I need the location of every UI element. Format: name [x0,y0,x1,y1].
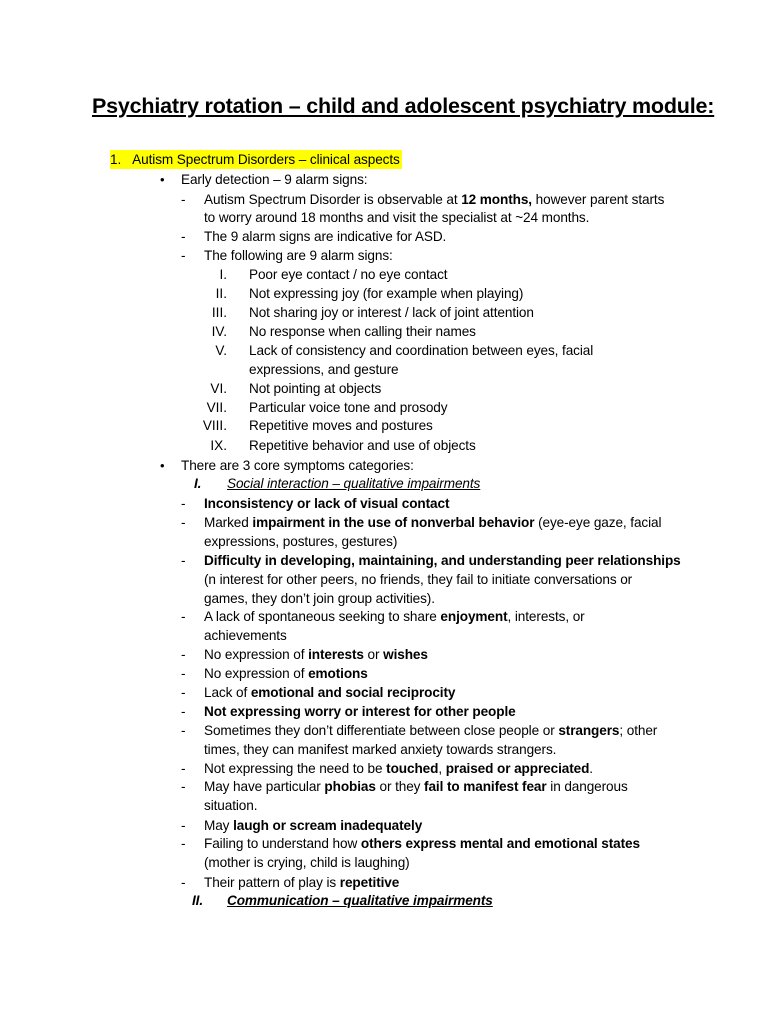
symptom-item: Difficulty in developing, maintaining, and understanding peer relationships [204,553,681,568]
section-heading [110,150,402,169]
category-numeral: I. [194,476,202,491]
alarm-sign: Not sharing joy or interest / lack of joint attention [249,305,534,320]
dash-marker: - [181,496,186,511]
symptom-item: Failing to understand how others express mental and emotional states [204,836,640,851]
dash-marker: - [181,723,186,738]
dash-marker: - [181,779,186,794]
symptom-item: Lack of emotional and social reciprocity [204,685,456,700]
symptom-item-continuation: times, they can manifest marked anxiety towards strangers. [204,742,557,757]
list-item: The 9 alarm signs are indicative for ASD. [204,229,447,244]
alarm-sign: Not expressing joy (for example when playing) [249,286,524,301]
symptom-item-continuation: (mother is crying, child is laughing) [204,855,410,870]
symptom-item: A lack of spontaneous seeking to share enjoyment, interests, or [204,609,585,624]
symptom-item: Marked impairment in the use of nonverbal behavior (eye-eye gaze, facial [204,515,662,530]
dash-marker: - [181,515,186,530]
section-number: 1. [110,152,122,167]
dash-marker: - [181,685,186,700]
roman-numeral: VII. [206,400,227,415]
dash-marker: - [181,818,186,833]
section-title: Autism Spectrum Disorders – clinical aspects [132,152,400,167]
symptom-item: Sometimes they don’t differentiate between close people or strangers; other [204,723,658,738]
roman-numeral: I. [219,267,227,282]
page-title: Psychiatry rotation – child and adolescent psychiatry module: [92,94,715,118]
dash-marker: - [181,761,186,776]
symptom-item-continuation: achievements [204,628,287,643]
alarm-sign: Poor eye contact / no eye contact [249,267,448,282]
list-item: Autism Spectrum Disorder is observable at 12 months, however parent starts [204,192,665,207]
roman-numeral: VIII. [202,418,227,433]
roman-numeral: VI. [210,381,227,396]
symptom-item: No expression of emotions [204,666,368,681]
symptom-item: No expression of interests or wishes [204,647,428,662]
symptom-item-continuation: games, they don’t join group activities). [204,591,435,606]
symptom-item: May have particular phobias or they fail to manifest fear in dangerous [204,779,628,794]
list-item-continuation: to worry around 18 months and visit the specialist at ~24 months. [204,210,590,225]
alarm-sign: Lack of consistency and coordination between eyes, facial [249,343,594,358]
category-numeral: II. [192,893,204,908]
dash-marker: - [181,875,186,890]
symptom-item-continuation: expressions, postures, gestures) [204,534,398,549]
roman-numeral: II. [215,286,227,301]
bullet-marker: • [160,172,165,187]
symptom-item-continuation: (n interest for other peers, no friends, they fail to initiate conversations or [204,572,633,587]
symptom-item: May laugh or scream inadequately [204,818,423,833]
dash-marker: - [181,609,186,624]
category-heading-social: Social interaction – qualitative impairments [227,476,481,491]
bullet-marker: • [160,458,165,473]
symptom-item: Inconsistency or lack of visual contact [204,496,450,511]
alarm-sign: Repetitive behavior and use of objects [249,438,476,453]
list-item: The following are 9 alarm signs: [204,248,393,263]
dash-marker: - [181,248,186,263]
alarm-sign: Not pointing at objects [249,381,382,396]
alarm-sign: Repetitive moves and postures [249,418,433,433]
bullet-text-core-symptoms: There are 3 core symptoms categories: [181,458,414,473]
symptom-item: Not expressing worry or interest for other people [204,704,516,719]
category-heading-communication: Communication – qualitative impairments [227,893,493,908]
alarm-sign-continuation: expressions, and gesture [249,362,399,377]
dash-marker: - [181,192,186,207]
dash-marker: - [181,666,186,681]
roman-numeral: IX. [210,438,227,453]
symptom-item-continuation: situation. [204,798,258,813]
bullet-text-early-detection: Early detection – 9 alarm signs: [181,172,368,187]
symptom-item: Their pattern of play is repetitive [204,875,400,890]
dash-marker: - [181,836,186,851]
dash-marker: - [181,704,186,719]
dash-marker: - [181,229,186,244]
dash-marker: - [181,553,186,568]
dash-marker: - [181,647,186,662]
alarm-sign: Particular voice tone and prosody [249,400,448,415]
roman-numeral: V. [215,343,227,358]
alarm-sign: No response when calling their names [249,324,476,339]
roman-numeral: III. [211,305,227,320]
roman-numeral: IV. [211,324,227,339]
symptom-item: Not expressing the need to be touched, praised or appreciated. [204,761,593,776]
